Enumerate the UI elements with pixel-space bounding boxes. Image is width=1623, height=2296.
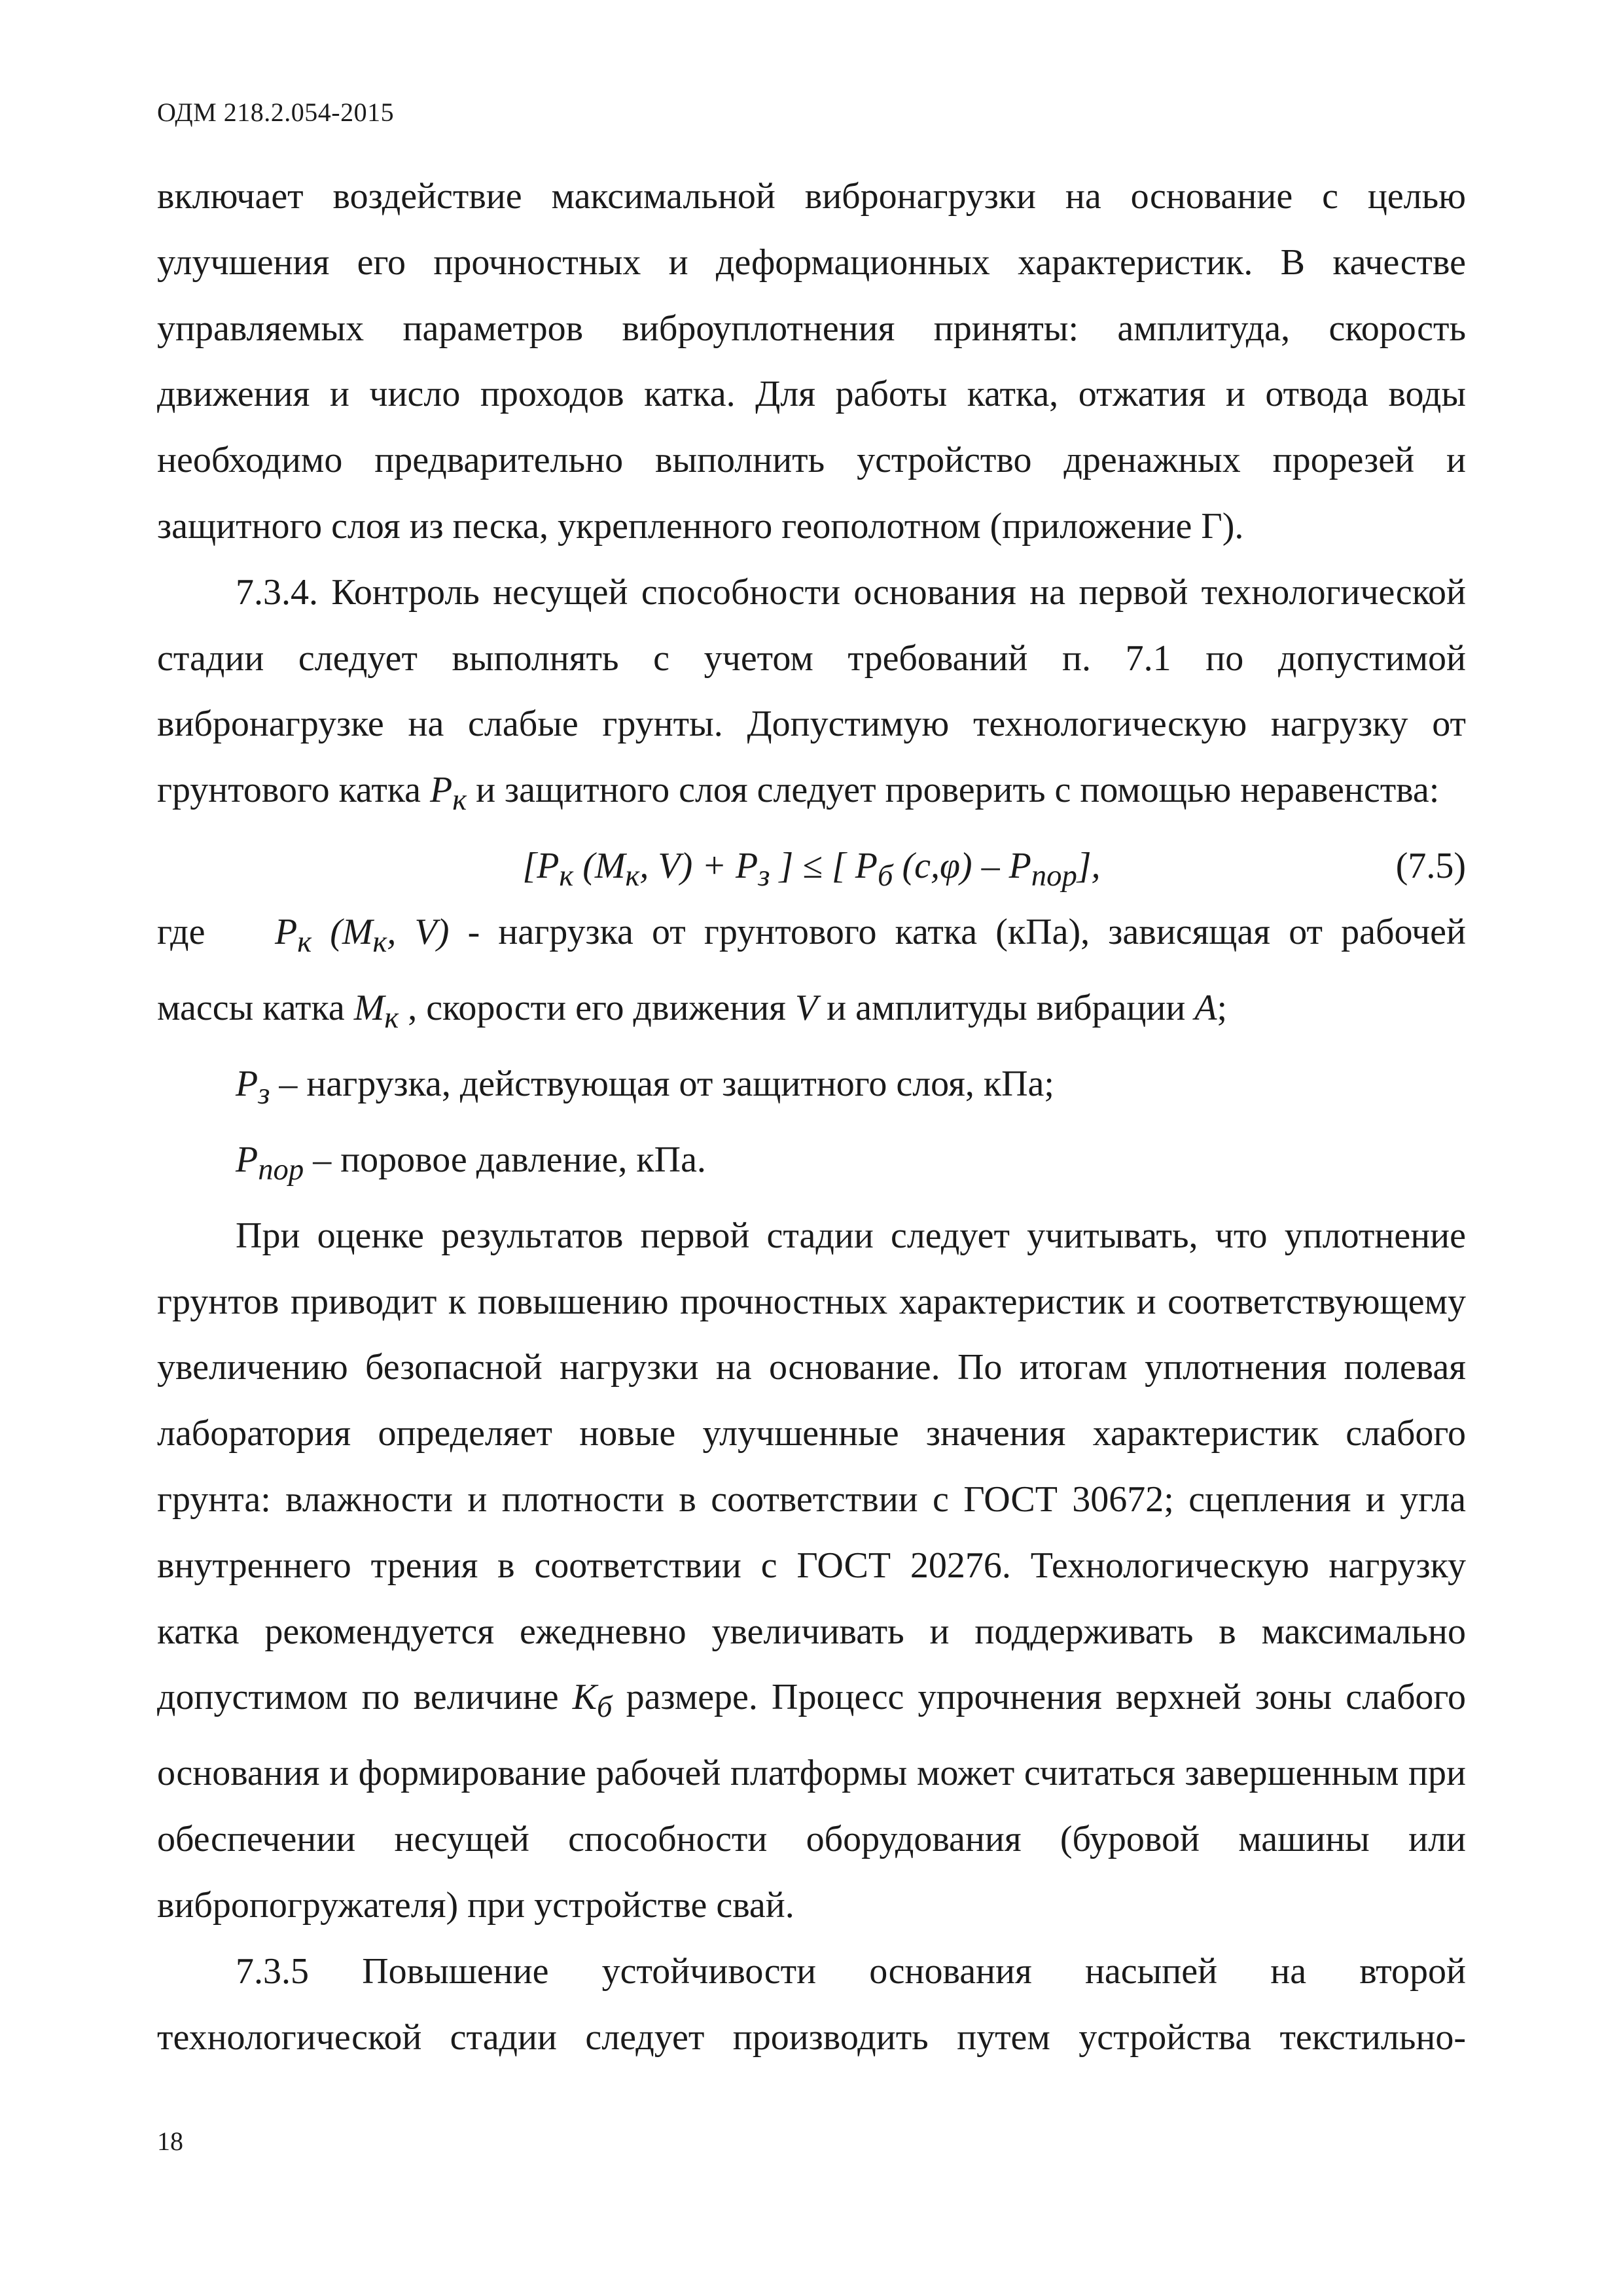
page-body bbox=[157, 164, 1466, 2070]
formula-7-5 bbox=[157, 833, 1466, 899]
variable-p: Р bbox=[430, 770, 453, 811]
paragraph-text: и защитного слоя следует проверить с помощью неравенства: bbox=[467, 770, 1440, 811]
definition-ppor: $Р_{пор}$ – поровое давление, кПа. bbox=[236, 1139, 706, 1187]
document-code-header: ОДМ 218.2.054-2015 bbox=[157, 98, 395, 127]
definition-pz: $Р_з$ – нагрузка, действующая от защитного слоя, кПа; bbox=[236, 1063, 1054, 1111]
variable-subscript: к bbox=[452, 783, 467, 817]
paragraph-7-3-4 bbox=[157, 560, 1466, 833]
where-word: где bbox=[157, 911, 205, 952]
paragraph-first-stage-results: При оценке результатов первой стадии следует учитывать, что уплотнение грунтов приводит к повышению прочностных характеристик и соответствующему увеличению безопасной нагрузки на основание. По итогам уплотнения полевая лаборатория определяет новые улучшенные значения характеристик слабого грунта: влажности и плотности в соответствии с ГОСТ 30672; сцепления и угла внутреннего трения в соответствии с ГОСТ 20276. Технологическую нагрузку катка рекомендуется ежедневно увеличивать и поддерживать в максимально допустимом по величине $К_б$ размере. Процесс упрочнения верхней зоны слабого основания и формирование рабочей платформы может считаться завершенным при обеспечении несущей способности оборудования (буровой машины или вибропогружателя) при устройстве свай. bbox=[157, 1215, 1467, 1926]
formula-expression: [$Р_к$ ($М_к$, $V) + Р_з$ ] ≤ [ $Р_б$ $(с,\varphi) - Р_{пор}$], bbox=[522, 846, 1101, 893]
variable-k: К bbox=[572, 1677, 597, 1718]
paragraph-text: 7.3.4. Контроль несущей способности основания на первой технологической стадии следует выполнять с учетом требований п. 7.1 по допустимой вибронагрузке на слабые грунты. Допустимую технологическую нагрузку от грунтового катка bbox=[157, 571, 1466, 811]
paragraph-7-3-5: 7.3.5 Повышение устойчивости основания насыпей на второй технологической стадии следует производить путем устройства текстильно- bbox=[157, 1950, 1466, 2058]
page-number: 18 bbox=[157, 2126, 183, 2156]
definition-pk: где $Р_к$ ($М_к$, V) - нагрузка от грунтового катка (кПа), зависящая от рабочей массы катка $М_к$ , скорости его движения V и амплитуды вибрации А; bbox=[157, 899, 1466, 1051]
formula-number: (7.5) bbox=[1395, 846, 1466, 887]
paragraph-continuation: включает воздействие максимальной вибронагрузки на основание с целью улучшения его прочностных и деформационных характеристик. В качестве управляемых параметров виброуплотнения приняты: амплитуда, скорость движения и число проходов катка. Для работы катка, отжатия и отвода воды необходимо предварительно выполнить устройство дренажных прорезей и защитного слоя из песка, укрепленного геополотном (приложение Г). bbox=[157, 176, 1466, 547]
